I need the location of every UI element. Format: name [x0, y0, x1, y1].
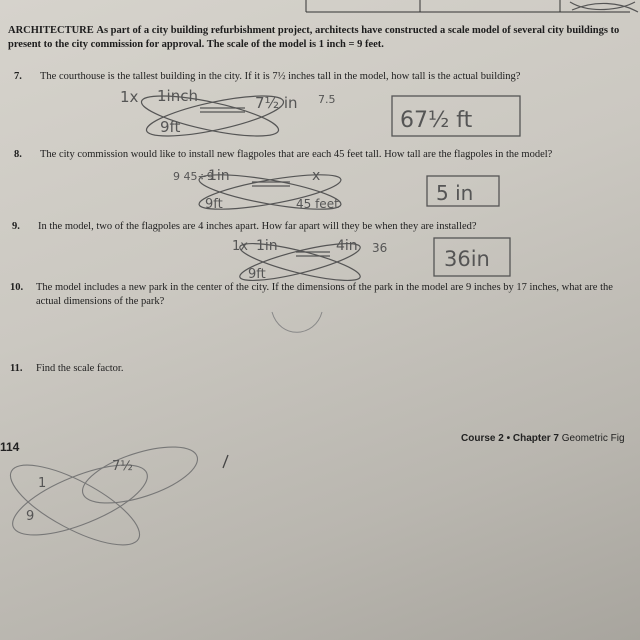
- hw-p8-work-4: 45 feet: [296, 197, 339, 211]
- hw-bottom-2: 1: [38, 476, 47, 491]
- problem-number: 8.: [14, 149, 22, 160]
- table-remnant: [300, 0, 640, 18]
- hw-p8-answer: 5 in: [436, 181, 474, 205]
- hw-p9-work-5: 9ft: [248, 267, 266, 282]
- hw-p7-work-2: 1inch: [157, 87, 198, 105]
- problem-number: 7.: [14, 71, 22, 82]
- footer-title: Geometric Fig: [561, 433, 625, 444]
- intro-text: As part of a city building refurbishment project, architects have constructed a scale model of several city buildings to present to the city commission for approval. The scale of the model is 1 inch = 9 feet.: [8, 25, 620, 50]
- hw-p7-work-3: 7½ in: [255, 94, 298, 112]
- hw-p9-work-4: 36: [372, 241, 388, 255]
- hw-p7-cross-loop-1: [139, 88, 282, 144]
- hw-p7-answer: 67½ ft: [400, 108, 473, 133]
- hw-p8-work-3: 9ft: [205, 197, 223, 212]
- footer-chapter: Chapter 7: [512, 433, 559, 444]
- problem-number: 9.: [12, 221, 20, 232]
- problem-text: In the model, two of the flagpoles are 4 inches apart. How far apart will they be when they are installed?: [38, 221, 477, 232]
- footer: [461, 433, 625, 444]
- page-number: 114: [0, 440, 20, 454]
- problem-number: 11.: [10, 363, 23, 374]
- hw-p9-work-1: 1x: [232, 239, 248, 254]
- hw-bottom-loop-2: [0, 450, 150, 560]
- hw-bottom-loop-3: [4, 451, 155, 549]
- hw-p9-answer: 36in: [444, 247, 490, 271]
- hw-p7-work-4: 9ft: [160, 118, 181, 136]
- hw-p8-cross-loop-1: [197, 168, 343, 217]
- hw-bottom-3: 9: [26, 509, 35, 524]
- problem-number: 10.: [10, 282, 24, 293]
- hw-p7-answer-box: [392, 96, 520, 136]
- hw-p8-work-5: 9 45÷9: [173, 170, 214, 183]
- hw-p8-work-1: 1in: [208, 168, 230, 184]
- problem-text: The model includes a new park in the center of the city. If the dimensions of the park in the model are 9 inches by 17 inches, what are the actual dimensions of the park?: [36, 282, 613, 307]
- intro-label: ARCHITECTURE: [8, 25, 94, 36]
- hw-p10-scribble: [272, 312, 322, 332]
- intro-paragraph: [8, 24, 636, 51]
- hw-p8-cross-loop-2: [197, 168, 343, 217]
- hw-bottom-1: 7½: [112, 459, 133, 474]
- hw-p9-cross-loop-1: [237, 236, 363, 287]
- hw-p7-cross-loop-2: [144, 88, 287, 144]
- problem-text: Find the scale factor.: [36, 363, 124, 374]
- hw-p9-work-2: 1in: [256, 238, 278, 254]
- hw-p9-answer-box: [434, 238, 510, 276]
- footer-sep: •: [506, 433, 511, 444]
- hw-pen-mark: [223, 455, 228, 468]
- hw-bottom-loop-1: [76, 436, 204, 515]
- hw-p7-work-1: 1x: [120, 88, 139, 106]
- footer-course: Course 2: [461, 433, 504, 444]
- problem-text: The city commission would like to install new flagpoles that are each 45 feet tall. How tall are the flagpoles in the model?: [40, 149, 553, 160]
- hw-p9-work-3: 4in: [336, 238, 358, 254]
- hw-p9-cross-loop-2: [237, 236, 363, 287]
- hw-p8-answer-box: [427, 176, 499, 206]
- problem-text: The courthouse is the tallest building in the city. If it is 7½ inches tall in the model, how tall is the actual building?: [40, 71, 521, 82]
- hw-p7-work-5: 7.5: [318, 93, 336, 106]
- hw-p8-work-2: x: [312, 168, 321, 184]
